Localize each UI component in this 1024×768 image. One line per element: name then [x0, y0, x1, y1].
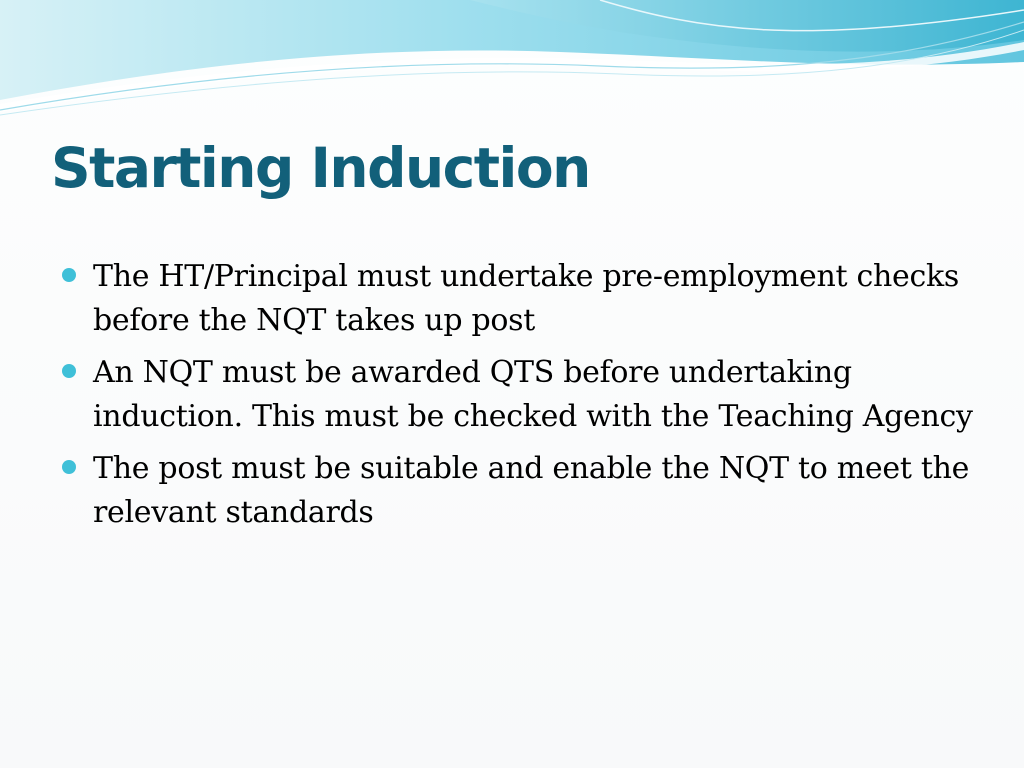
wave-header-decoration	[0, 0, 1024, 120]
bullet-item	[60, 351, 990, 439]
bullet-dot-icon	[62, 460, 76, 474]
slide-title: Starting Induction	[51, 136, 590, 200]
bullet-text: The HT/Principal must undertake pre-employment checks before the NQT takes up post	[93, 259, 959, 338]
bullet-text: An NQT must be awarded QTS before undertaking induction. This must be checked with the Teaching Agency	[93, 355, 973, 434]
bullet-text: The post must be suitable and enable the NQT to meet the relevant standards	[93, 451, 970, 530]
bullet-list	[60, 255, 990, 543]
bullet-item	[60, 447, 990, 535]
bullet-dot-icon	[62, 364, 76, 378]
bullet-dot-icon	[62, 268, 76, 282]
bullet-item	[60, 255, 990, 343]
